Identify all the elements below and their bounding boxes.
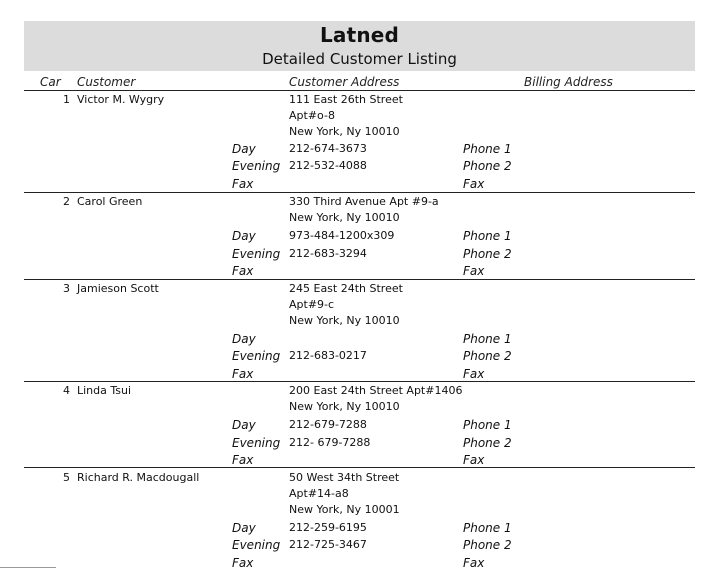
record-divider [24, 467, 695, 468]
billing-fax-label: Fax [463, 556, 485, 570]
record-number: 1 [63, 93, 70, 106]
phone2-label: Phone 2 [463, 159, 512, 173]
address-line: New York, Ny 10010 [289, 400, 400, 413]
phone2-label: Phone 2 [463, 349, 512, 363]
address-line: 50 West 34th Street [289, 471, 400, 484]
phone1-label: Phone 1 [463, 332, 512, 346]
record-number: 2 [63, 195, 70, 208]
address-line: 111 East 26th Street [289, 93, 403, 106]
address-line: 330 Third Avenue Apt #9-a [289, 195, 439, 208]
phone1-label: Phone 1 [463, 418, 512, 432]
evening-label: Evening [232, 538, 281, 552]
fax-label: Fax [232, 453, 254, 467]
phone1-label: Phone 1 [463, 521, 512, 535]
evening-phone: 212-683-3294 [289, 247, 367, 260]
record-number: 5 [63, 471, 70, 484]
day-phone: 973-484-1200x309 [289, 229, 395, 242]
column-header-customer: Customer [77, 75, 136, 89]
record-divider [24, 381, 695, 382]
column-header-car: Car [40, 75, 61, 89]
address-line: Apt#14-a8 [289, 487, 349, 500]
evening-phone: 212-532-4088 [289, 159, 367, 172]
address-line: New York, Ny 10010 [289, 314, 400, 327]
billing-fax-label: Fax [463, 264, 485, 278]
header-divider [24, 90, 695, 91]
billing-fax-label: Fax [463, 453, 485, 467]
address-line: New York, Ny 10001 [289, 503, 400, 516]
phone2-label: Phone 2 [463, 436, 512, 450]
evening-phone: 212-725-3467 [289, 538, 367, 551]
billing-fax-label: Fax [463, 177, 485, 191]
fax-label: Fax [232, 177, 254, 191]
day-label: Day [232, 332, 256, 346]
address-line: New York, Ny 10010 [289, 125, 400, 138]
address-line: Apt#9-c [289, 298, 335, 311]
customer-name: Richard R. Macdougall [77, 471, 200, 484]
column-header-customer-address: Customer Address [289, 75, 400, 89]
address-line: 200 East 24th Street Apt#1406 [289, 384, 463, 397]
customer-name: Carol Green [77, 195, 143, 208]
fax-label: Fax [232, 367, 254, 381]
day-phone: 212-679-7288 [289, 418, 367, 431]
phone1-label: Phone 1 [463, 229, 512, 243]
address-line: Apt#o-8 [289, 109, 335, 122]
day-label: Day [232, 418, 256, 432]
record-divider [24, 192, 695, 193]
report-header [24, 21, 695, 71]
day-phone: 212-259-6195 [289, 521, 367, 534]
evening-phone: 212- 679-7288 [289, 436, 371, 449]
customer-name: Victor M. Wygry [77, 93, 165, 106]
fax-label: Fax [232, 264, 254, 278]
phone2-label: Phone 2 [463, 247, 512, 261]
evening-label: Evening [232, 247, 281, 261]
evening-label: Evening [232, 159, 281, 173]
day-phone: 212-674-3673 [289, 142, 367, 155]
record-number: 4 [63, 384, 70, 397]
evening-phone: 212-683-0217 [289, 349, 367, 362]
report-title: Latned [319, 23, 400, 47]
phone2-label: Phone 2 [463, 538, 512, 552]
day-label: Day [232, 229, 256, 243]
day-label: Day [232, 142, 256, 156]
customer-name: Linda Tsui [77, 384, 132, 397]
record-divider [24, 279, 695, 280]
fax-label: Fax [232, 556, 254, 570]
phone1-label: Phone 1 [463, 142, 512, 156]
address-line: New York, Ny 10010 [289, 211, 400, 224]
record-number: 3 [63, 282, 70, 295]
page-edge-line [0, 567, 56, 568]
day-label: Day [232, 521, 256, 535]
report-subtitle: Detailed Customer Listing [262, 50, 457, 68]
customer-name: Jamieson Scott [77, 282, 159, 295]
column-header-billing-address: Billing Address [524, 75, 613, 89]
address-line: 245 East 24th Street [289, 282, 403, 295]
billing-fax-label: Fax [463, 367, 485, 381]
evening-label: Evening [232, 349, 281, 363]
evening-label: Evening [232, 436, 281, 450]
